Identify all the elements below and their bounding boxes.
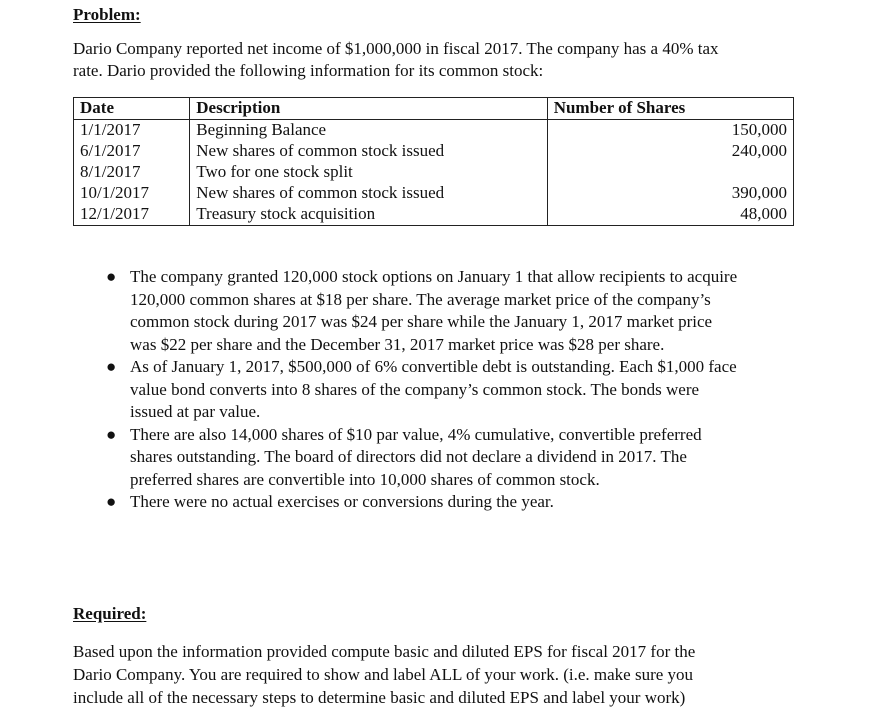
information-bullet-list (100, 266, 830, 514)
bullet-line: 120,000 common shares at $18 per share. The average market price of the company’s (130, 289, 711, 309)
required-instructions (73, 640, 833, 709)
cell-date: 10/1/2017 (74, 183, 190, 204)
required-heading: Required: (73, 604, 147, 623)
cell-date: 6/1/2017 (74, 141, 190, 162)
table-header-row (74, 98, 794, 120)
bullet-line: was $22 per share and the December 31, 2017 market price was $28 per share. (130, 334, 665, 354)
header-number-of-shares: Number of Shares (547, 98, 793, 120)
intro-line: rate. Dario provided the following information for its common stock: (73, 61, 544, 80)
required-line: Based upon the information provided compute basic and diluted EPS for fiscal 2017 for the (73, 642, 696, 661)
table-row (74, 183, 794, 204)
cell-description: Two for one stock split (190, 162, 547, 183)
cell-shares (547, 162, 793, 183)
list-item (106, 491, 830, 514)
table-row (74, 204, 794, 226)
common-stock-table (73, 97, 794, 226)
bullet-line: issued at par value. (130, 402, 261, 421)
table-row (74, 141, 794, 162)
bullet-line: value bond converts into 8 shares of the company’s common stock. The bonds were (130, 379, 700, 399)
bullet-line: preferred shares are convertible into 10,000 shares of common stock. (130, 469, 600, 489)
problem-intro (73, 38, 833, 82)
cell-date: 12/1/2017 (74, 204, 190, 226)
table-row (74, 162, 794, 183)
header-date: Date (74, 98, 190, 120)
bullet-line: There were no actual exercises or conversions during the year. (130, 492, 554, 511)
required-line: Dario Company. You are required to show and label ALL of your work. (i.e. make sure you (73, 665, 694, 684)
cell-date: 1/1/2017 (74, 120, 190, 142)
bullet-line: As of January 1, 2017, $500,000 of 6% convertible debt is outstanding. Each $1,000 face (130, 357, 737, 376)
cell-date: 8/1/2017 (74, 162, 190, 183)
table-row (74, 120, 794, 142)
bullet-line: shares outstanding. The board of directors did not declare a dividend in 2017. The (130, 447, 687, 466)
list-item (106, 356, 830, 424)
bullet-icon: ● (106, 424, 117, 444)
bullet-icon: ● (106, 267, 117, 286)
cell-shares: 240,000 (547, 141, 793, 162)
problem-heading: Problem: (73, 5, 141, 24)
cell-description: New shares of common stock issued (190, 141, 547, 162)
bullet-icon: ● (106, 492, 117, 511)
bullet-line: common stock during 2017 was $24 per share while the January 1, 2017 market price (130, 312, 713, 331)
cell-shares: 48,000 (547, 204, 793, 226)
cell-shares: 150,000 (547, 120, 793, 142)
intro-line: Dario Company reported net income of $1,000,000 in fiscal 2017. The company has a 40% tax (73, 39, 719, 58)
bullet-line: There are also 14,000 shares of $10 par value, 4% cumulative, convertible preferred (130, 424, 702, 444)
cell-description: Beginning Balance (190, 120, 547, 142)
header-description: Description (190, 98, 547, 120)
list-item (106, 266, 830, 356)
bullet-icon: ● (106, 357, 117, 376)
cell-description: Treasury stock acquisition (190, 204, 547, 226)
list-item (106, 424, 830, 492)
cell-shares: 390,000 (547, 183, 793, 204)
cell-description: New shares of common stock issued (190, 183, 547, 204)
required-line: include all of the necessary steps to determine basic and diluted EPS and label your work) (73, 688, 686, 707)
bullet-line: The company granted 120,000 stock options on January 1 that allow recipients to acquire (130, 267, 738, 286)
